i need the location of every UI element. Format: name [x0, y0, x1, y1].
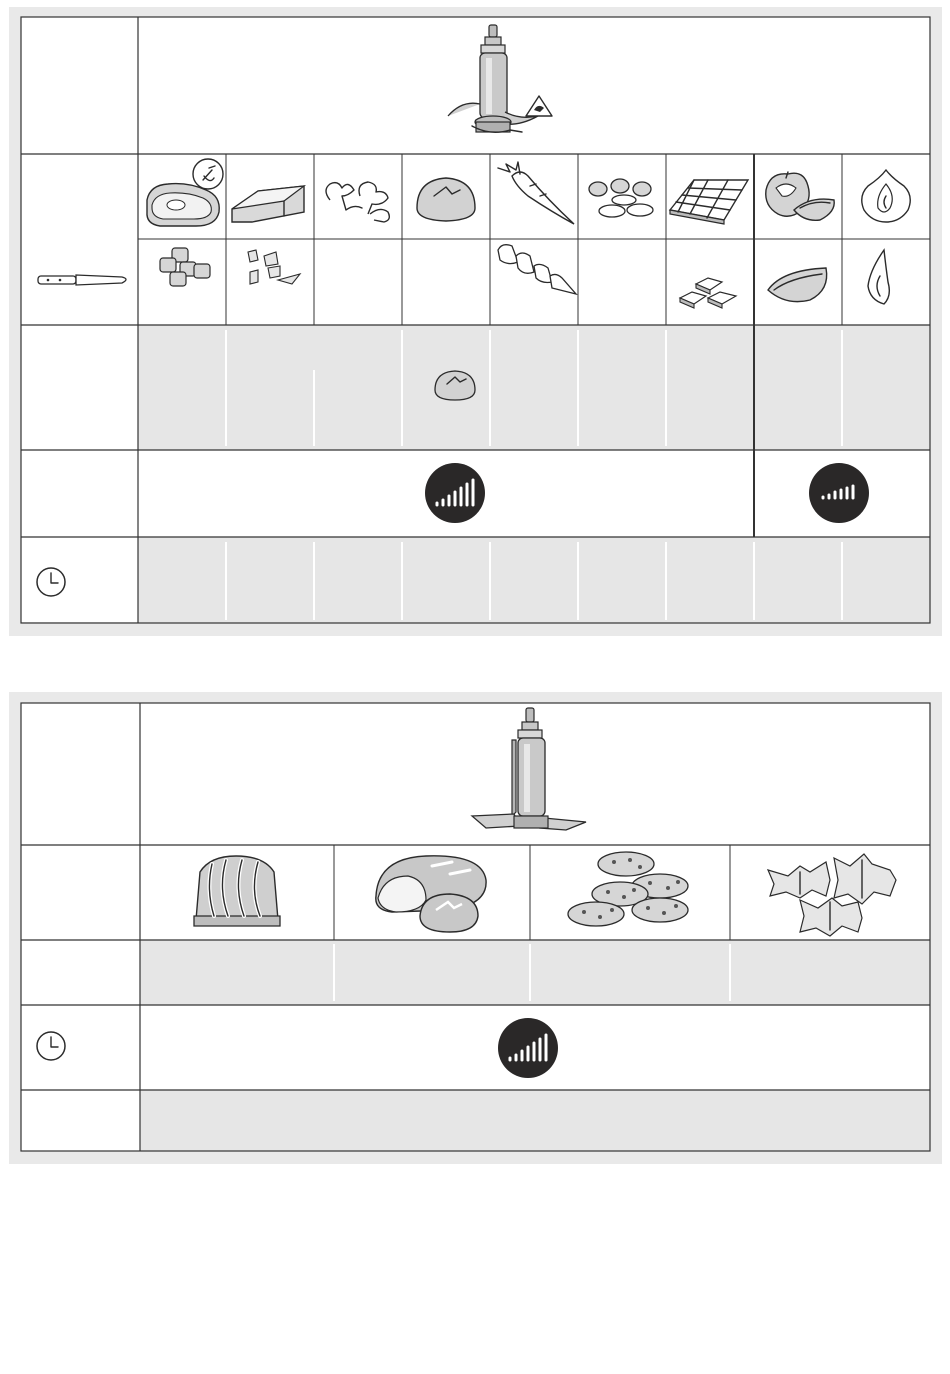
time-row-2: [140, 1090, 930, 1151]
clock-icon: [37, 1032, 65, 1060]
speed-max-icon: [498, 1018, 558, 1078]
bundt-cake-icon: [194, 856, 280, 926]
quantity-row-2: [140, 940, 930, 1005]
